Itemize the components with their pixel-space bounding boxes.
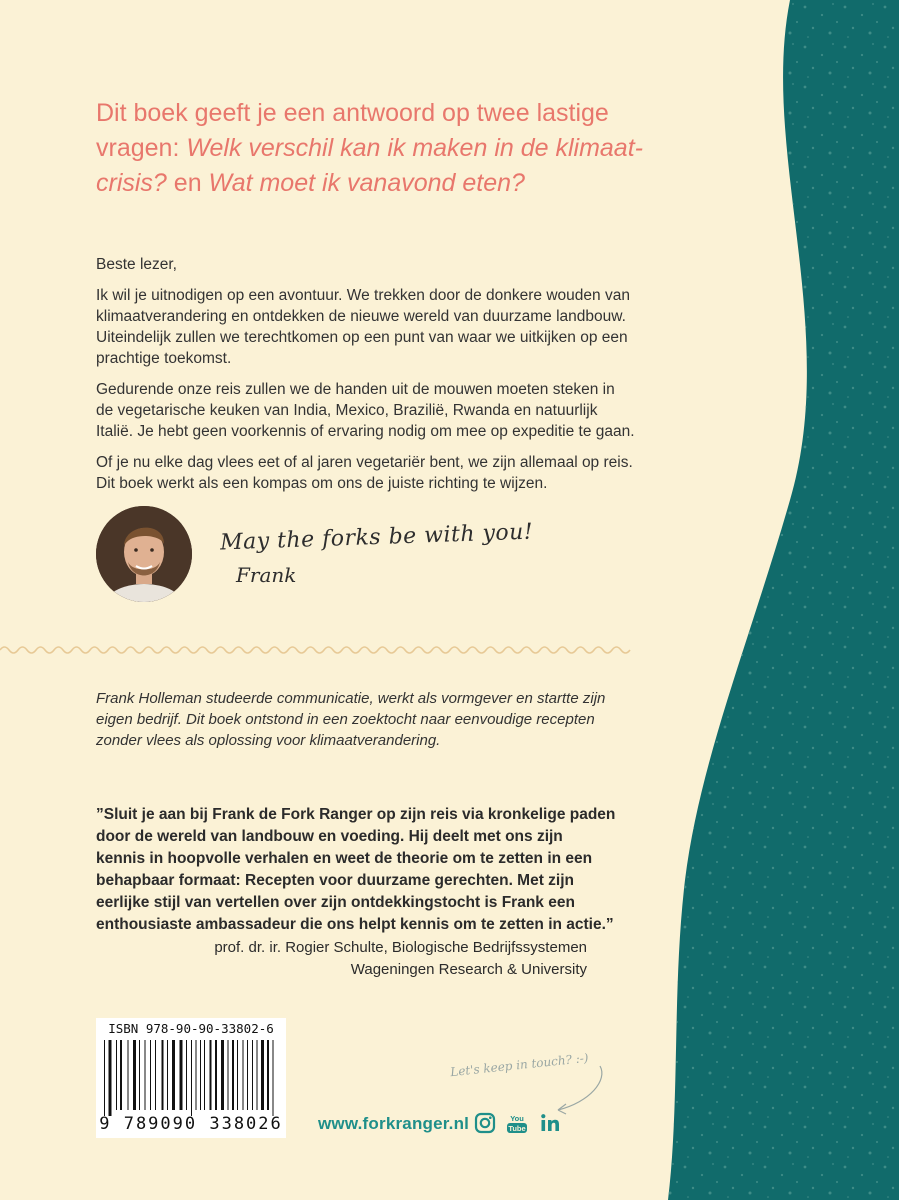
barcode-bar bbox=[204, 1040, 205, 1110]
barcode-bar bbox=[104, 1040, 105, 1116]
barcode-bar bbox=[109, 1040, 112, 1116]
svg-text:You: You bbox=[510, 1114, 524, 1123]
barcode-bar bbox=[267, 1040, 269, 1110]
linkedin-icon[interactable] bbox=[539, 1112, 561, 1134]
youtube-icon[interactable] bbox=[506, 1112, 528, 1134]
barcode-bar bbox=[133, 1040, 136, 1110]
barcode-bar bbox=[252, 1040, 253, 1110]
handwritten-note: May the forks be with you! bbox=[219, 519, 534, 556]
letter-paragraph-3: Of je nu elke dag vlees eet of al jaren vegetariër bent, we zijn allemaal op reis. Dit boek werkt als een kompas om ons de juiste richting te wijzen. bbox=[96, 454, 633, 492]
barcode-bar bbox=[228, 1040, 229, 1110]
barcode-bar bbox=[200, 1040, 201, 1110]
barcode-bar bbox=[273, 1040, 274, 1116]
letter-text bbox=[96, 254, 636, 504]
author-bio: Frank Holleman studeerde communicatie, werkt als vormgever en startte zijn eigen bedrijf. Dit boek ontstond in een zoektocht naar eenvoudige recepten zonder vlees als oplossing voor klimaatverandering. bbox=[96, 690, 606, 749]
headline bbox=[96, 96, 676, 201]
barcode-bar bbox=[210, 1040, 212, 1110]
barcode-bar bbox=[116, 1040, 117, 1110]
author-photo bbox=[96, 506, 192, 602]
handwritten-signature: Frank bbox=[236, 563, 297, 587]
barcode-digits: 9 789090 338026 bbox=[99, 1114, 283, 1134]
isbn-label: ISBN 978-90-90-33802-6 bbox=[108, 1021, 274, 1036]
letter-greeting: Beste lezer, bbox=[96, 256, 177, 273]
attribution-institution: Wageningen Research & University bbox=[350, 961, 587, 978]
barcode-bar bbox=[221, 1040, 224, 1110]
barcode-bar bbox=[196, 1040, 197, 1110]
website-link[interactable]: www.forkranger.nl bbox=[318, 1114, 470, 1133]
keep-in-touch-note: Let's keep in touch? :-) bbox=[449, 1050, 590, 1080]
headline-connector: en bbox=[166, 169, 209, 197]
instagram-icon[interactable] bbox=[474, 1112, 496, 1134]
barcode-bar bbox=[243, 1040, 244, 1110]
barcode-bar bbox=[191, 1040, 192, 1116]
headline-question-climate: Welk verschil kan ik maken in de klimaat-crisis? bbox=[96, 134, 643, 197]
barcode-bar bbox=[257, 1040, 258, 1110]
endorsement-quote: ”Sluit je aan bij Frank de Fork Ranger op zijn reis via kronkelige paden door de wereld van landbouw en voeding. Hij deelt met ons zijn kennis in hoopvolle verhalen en weet de theorie om te zetten in een behapbaar formaat: Recepten voor duurzame gerechten. Met zijn eerlijke stijl van vertellen over zijn ontdekkingstocht is Frank een enthousiaste ambassadeur die ons helpt kennis om te zetten in actie.” bbox=[96, 806, 616, 933]
barcode-bar bbox=[150, 1040, 151, 1110]
barcode-bar bbox=[162, 1040, 164, 1110]
isbn-barcode bbox=[96, 1018, 286, 1138]
svg-text:Tube: Tube bbox=[508, 1124, 526, 1133]
barcode-bar bbox=[247, 1040, 248, 1110]
attribution-name: prof. dr. ir. Rogier Schulte, Biologische Bedrijfssystemen bbox=[214, 939, 587, 956]
letter-paragraph-1: Ik wil je uitnodigen op een avontuur. We trekken door de donkere wouden van klimaatverandering en ontdekken de nieuwe wereld van duurzame landbouw. Uiteindelijk zullen we terechtkomen op een punt van waar we uitkijken op een prachtige toekomst. bbox=[96, 287, 630, 367]
barcode-bar bbox=[120, 1040, 122, 1110]
barcode-bar bbox=[232, 1040, 234, 1110]
barcode-bar bbox=[167, 1040, 168, 1110]
barcode-bar bbox=[180, 1040, 183, 1110]
letter-paragraph-2: Gedurende onze reis zullen we de handen uit de mouwen moeten steken in de vegetarische keuken van India, Mexico, Brazilië, Rwanda en natuurlijk Italië. Je hebt geen voorkennis of ervaring nodig om mee op expeditie te gaan. bbox=[96, 381, 635, 440]
barcode-bar bbox=[155, 1040, 156, 1110]
barcode-bar bbox=[128, 1040, 129, 1110]
headline-question-dinner: Wat moet ik vanavond eten? bbox=[208, 169, 525, 197]
headline-intro: Dit boek geeft je een antwoord op twee lastige vragen: bbox=[96, 99, 609, 162]
barcode-bar bbox=[215, 1040, 217, 1110]
barcode-bar bbox=[186, 1040, 187, 1110]
endorsement-attribution bbox=[214, 937, 587, 981]
barcode-bar bbox=[237, 1040, 238, 1110]
barcode-bar bbox=[145, 1040, 146, 1110]
wavy-divider bbox=[0, 640, 640, 660]
barcode-bar bbox=[172, 1040, 175, 1110]
barcode-bar bbox=[139, 1040, 140, 1110]
barcode-bars bbox=[102, 1040, 280, 1116]
barcode-bar bbox=[261, 1040, 264, 1110]
